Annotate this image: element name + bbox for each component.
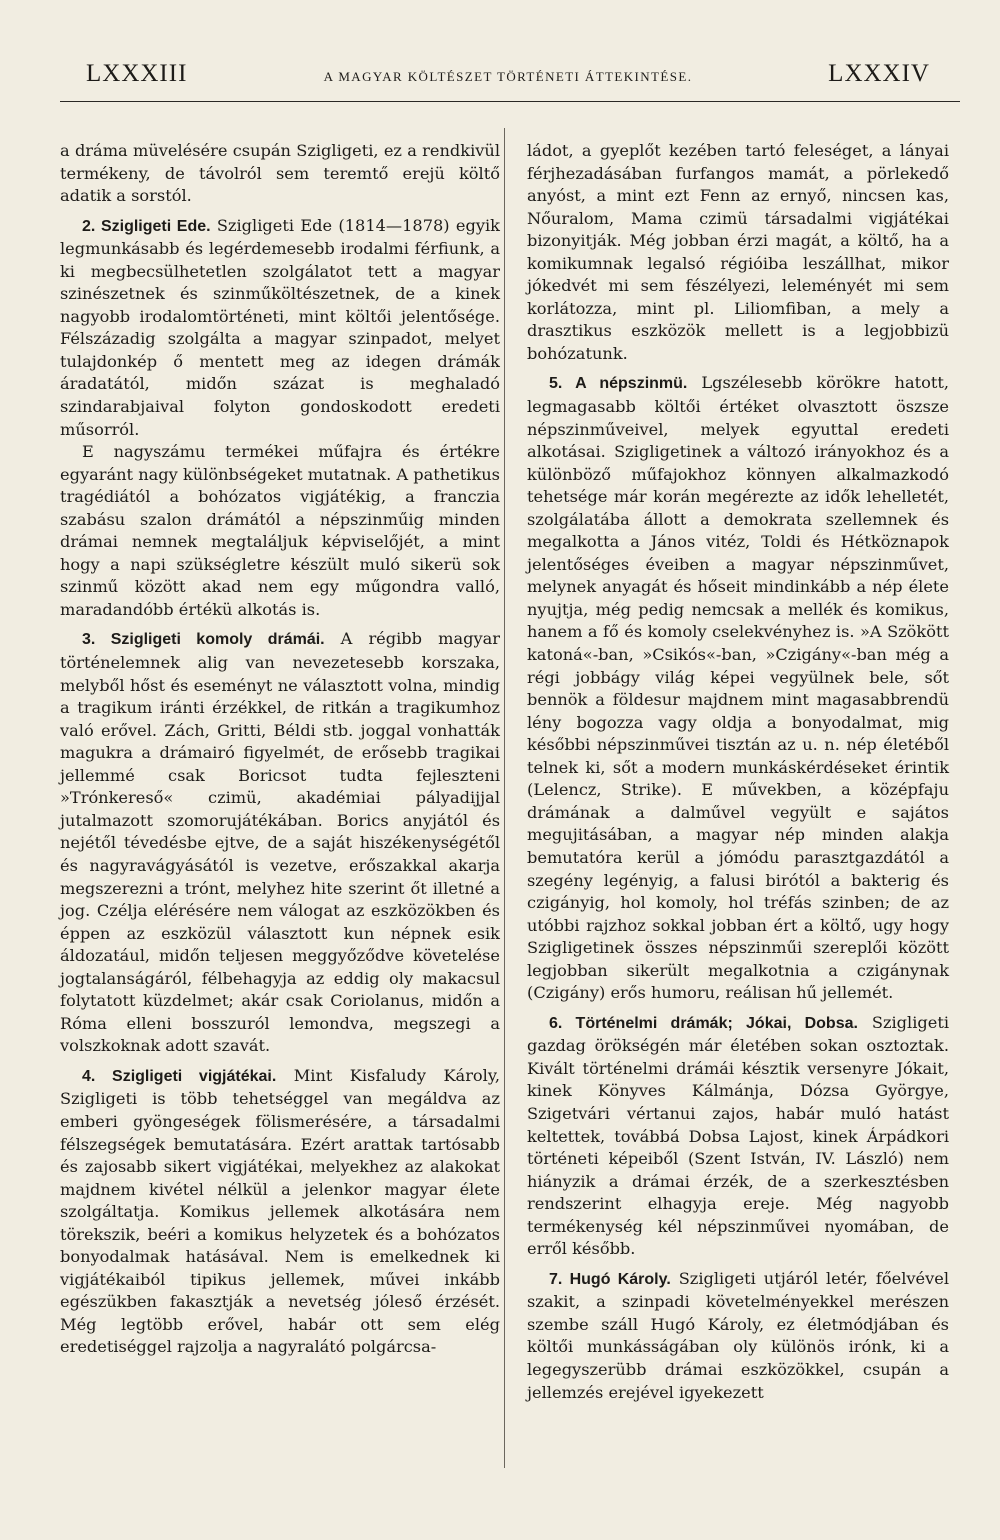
paragraph [527, 372, 949, 1004]
paragraph [60, 140, 500, 208]
paragraph [60, 441, 500, 621]
section-heading: 7. Hugó Károly. [549, 1270, 671, 1288]
paragraph-text: a dráma müvelésére csupán Szigligeti, ez a rendkivül termékeny, de távolról sem teremtő erejü költő adatik a sorstól. [60, 141, 500, 206]
paragraph-text: A régibb magyar történelemnek alig van nevezetesebb korszaka, melyből hőst és eseményt ne választott volna, mindig a tragikum iránti érzékkel, de ritkán a tragikumhoz való erővel. Zách, Gritti, Béldi stb. joggal vonhatták magukra a drámairó figyelmét, de erősebb tragikai jellemmé csak Boricsot tudta fejleszteni »Trónkereső« czimü, akadémiai pályadijjal jutalmazott szomorujátékában. Borics anyjától és nejétől tévedésbe ejtve, de a saját hiszékenységétől és nagyravágyásától is vezetve, erőszakkal akarja megszerezni a trónt, melyhez hite szerint őt illetné a jog. Czélja elérésére nem válogat az eszközökben és éppen az eszközül választott kun népnek esik áldozatául, midőn teljesen meggyőződve követelése jogtalanságáról, félbehagyja az eddig oly makacsul folytatott küzdelmet; akár csak Coriolanus, midőn a Róma elleni bosszuról lemondva, megszegi a volszkoknak adott szavát. [60, 629, 500, 1056]
paragraph [60, 215, 500, 441]
right-column [527, 140, 949, 1404]
paragraph-text: Szigligeti Ede (1814—1878) egyik legmunkásabb és legérdemesebb irodalmi férfiunk, a ki megbecsülhetetlen szolgálatot tett a magyar szinészetnek és szinműköltészetnek, de a kinek nagyobb irodalomtörténeti, mint költői jelentősége. Félszázadig szolgálta a magyar szinpadot, melyet tulajdonkép ő mentett meg az idegen drámák áradatától, midőn százat is meghaladó szindarabjaival folyton gondoskodott eredeti műsorról. [60, 215, 500, 439]
section-heading: 2. Szigligeti Ede. [82, 217, 211, 235]
paragraph-text: E nagyszámu termékei műfajra és értékre egyaránt nagy különbségeket mutatnak. A pathetikus tragédiától a bohózatos vigjátékig, a franczia szabásu szalon drámától a népszinműig minden drámai nemnek megtaláljuk képviselőjét, a mint hogy a napi szükségletre készült muló sikerü sok szinmű között akad nem egy műgondra valló, maradandóbb értékü alkotás is. [60, 442, 500, 619]
paragraph [527, 140, 949, 365]
page-number-right: LXXXIV [828, 60, 930, 87]
section-heading: 5. A népszinmü. [549, 375, 688, 393]
section-heading: 6. Történelmi drámák; Jókai, Dobsa. [549, 1014, 858, 1032]
paragraph-text: Szigligeti gazdag örökségén már életében sokan osztoztak. Kivált történelmi drámái késztik versenyre Jókait, kinek Könyves Kálmánja, Dózsa Györgye, Szigetvári vértanui zajos, habár muló hatást keltettek, továbbá Dobsa Lajost, kinek Árpádkori történeti képeiből (Szent István, IV. László) nem hiányzik a drámai érzék, de a szerkesztésben rendszerint elhagyja ereje. Még nagyobb termékenység kél népszinművei nyomában, de erről később. [527, 1012, 950, 1259]
paragraph [60, 628, 500, 1057]
paragraph-text: Lgszélesebb körökre hatott, legmagasabb költői értéket olvasztott öszsze népszinműveivel, melyek egyuttal eredeti alkotásai. Szigligetinek a változó irányokhoz és a különböző műfajokhoz könnyen alkalmazkodó tehetsége már korán megérezte az idők lehelletét, szolgálatába állott a demokrata szellemnek és megalkotta a János vitéz, Toldi és Hétköznapok jelentőséges éveiben a magyar népszinművet, melynek anyagát és hőseit mindinkább a nép élete nyujtja, még pedig nemcsak a mellék és komikus, hanem a fő és komoly cselekvényhez is. »A Szökött katoná«-ban, »Csikós«-ban, »Czigány«-ban még a régi jobbágy világ képei vegyülnek bele, sőt bennök a földesur majdnem mint magasabbrendü lény bogozza vagy oldja a bonyodalmat, mig későbbi népszinművei tisztán az u. n. nép életéből telnek ki, sőt a modern munkáskérdéseket érintik (Lelencz, Strike). E művekben, a középfaju drámának a dalművel vegyült e sajátos megujitásában, a magyar nép minden alakja bemutatóra kerül a jómódu parasztgazdától a szegény legényig, a falusi birótól a bakterig és czigányig, hol komoly, hol tréfás szinben; de az utóbbi rajzhoz sokkal jobban ért a költő, ugy hogy Szigligetinek összes népszinműi szereplői között legjobban sikerült megalkotnia a czigánynak (Czigány) erős humoru, reálisan hű jellemét. [527, 373, 949, 1003]
paragraph [60, 1065, 500, 1359]
left-column [60, 140, 500, 1359]
section-heading: 4. Szigligeti vigjátékai. [82, 1067, 277, 1085]
header-rule [60, 101, 960, 102]
paragraph [527, 1268, 949, 1404]
section-heading: 3. Szigligeti komoly drámái. [82, 631, 325, 649]
paragraph-text: ládot, a gyeplőt kezében tartó feleséget, a lányai férjhezadásában furfangos mamát, a pörlekedő anyóst, a mint ezt Fenn az ernyő, nincsen kas, Nőuralom, Mama czimü társadalmi vigjátékai bizonyitják. Még jobban érzi magát, a költő, ha a komikumnak legalsó régióiba leszállhat, mikor jókedvét mi sem fészélyezi, leleményét mi sem korlátozza, mint pl. Liliomfiban, a mely a drasztikus eszközök mellett is a legjobbizü bohózatunk. [527, 141, 949, 363]
paragraph-text: Szigligeti utjáról letér, főelvével szakit, a szinpadi követelményekkel merészen szembe száll Hugó Károly, ez életmódjában és költői munkásságában oly különös irónk, ki a legegyszerübb drámai eszközökkel, csupán a jellemzés erejével igyekezett [527, 1268, 949, 1402]
paragraph [527, 1012, 949, 1261]
running-header [56, 60, 960, 96]
page-number-left: LXXXIII [86, 60, 188, 87]
running-title: A MAGYAR KÖLTÉSZET TÖRTÉNETI ÁTTEKINTÉSE. [323, 69, 693, 84]
paragraph-text: Mint Kisfaludy Károly, Szigligeti is több tehetséggel van megáldva az emberi gyöngeségek fölismerésére, a társadalmi félszegségek bemutatására. Ezért arattak tartósabb és zajosabb sikert vigjátékai, melyekhez az alakokat majdnem kivétel nélkül a jelenkor magyar élete szolgáltatja. Komikus jellemek alkotására nem törekszik, beéri a komikus helyzetek és a bohózatos bonyodalmak hatásával. Nem is emelkednek ki vigjátékaiból tipikus jellemek, művei inkább egészükben fakasztják a nevetség jóleső érzését. Még legtöbb erővel, habár ott sem elég eredetiséggel rajzolja a nagyralátó polgárcsa- [60, 1065, 500, 1357]
column-divider [504, 128, 505, 1468]
